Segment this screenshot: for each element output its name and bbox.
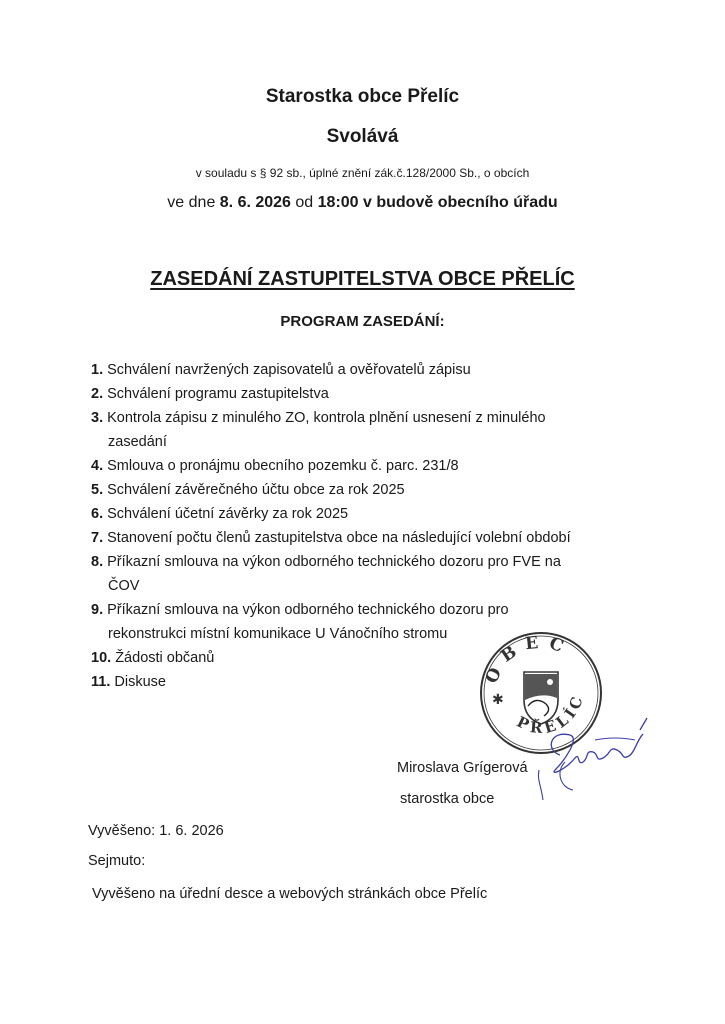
agenda-item-text: Smlouva o pronájmu obecního pozemku č. parc. 231/8 (107, 458, 459, 474)
meeting-date: 8. 6. 2026 (219, 194, 291, 211)
agenda-item-text: Stanovení počtu členů zastupitelstva obce na následující volební období (107, 530, 571, 546)
agenda-item-number: 2. (91, 386, 104, 402)
signatory-name: Miroslava Grígerová (397, 760, 528, 776)
when-prefix: ve dne (167, 194, 220, 211)
agenda-item-number: 7. (91, 530, 104, 546)
agenda-item-number: 5. (91, 482, 104, 498)
agenda-item-text: Schválení navržených zapisovatelů a ověřovatelů zápisu (107, 362, 471, 378)
agenda-item-continuation: ČOV (108, 578, 140, 594)
agenda-item-number: 9. (91, 602, 104, 618)
when-mid: od (290, 194, 318, 211)
agenda-item (91, 550, 651, 598)
signatory-role: starostka obce (400, 791, 495, 807)
agenda-item-text: Schválení programu zastupitelstva (107, 386, 329, 402)
agenda-item (91, 526, 651, 550)
agenda-item-number: 8. (91, 554, 104, 570)
agenda-item-continuation: zasedání (108, 434, 167, 450)
program-title: PROGRAM ZASEDÁNÍ: (280, 313, 445, 330)
agenda-item (91, 406, 651, 454)
agenda-item-text: Kontrola zápisu z minulého ZO, kontrola plnění usnesení z minulého (107, 410, 546, 426)
agenda-item-text: Schválení závěrečného účtu obce za rok 2025 (107, 482, 405, 498)
agenda-item-number: 3. (91, 410, 104, 426)
agenda-item-text: Příkazní smlouva na výkon odborného technického dozoru pro (107, 602, 509, 618)
meeting-datetime (0, 194, 725, 212)
agenda-item (91, 502, 651, 526)
document-title (0, 268, 725, 291)
agenda-item-text: Schválení účetní závěrky za rok 2025 (107, 506, 349, 522)
agenda-item-number: 10. (91, 650, 112, 666)
agenda-item (91, 454, 651, 478)
agenda-item-number: 4. (91, 458, 104, 474)
agenda-item-number: 6. (91, 506, 104, 522)
posting-note: Vyvěšeno na úřední desce a webových stránkách obce Přelíc (92, 886, 488, 902)
agenda-item-number: 11. (91, 674, 111, 690)
agenda-item (91, 358, 651, 382)
agenda-item (91, 382, 651, 406)
agenda-item-number: 1. (91, 362, 104, 378)
agenda-item-text: Žádosti občanů (115, 650, 215, 666)
stamp-text-bottom: PŘELÍC (513, 691, 588, 738)
agenda-item-text: Příkazní smlouva na výkon odborného technického dozoru pro FVE na (107, 554, 561, 570)
meeting-time-place: 18:00 v budově obecního úřadu (317, 194, 558, 211)
agenda-item-text: Diskuse (114, 674, 166, 690)
agenda-item (91, 478, 651, 502)
posted-date: Vyvěšeno: 1. 6. 2026 (88, 823, 224, 839)
handwritten-signature (525, 700, 665, 810)
stamp-text-top: OBEC (481, 632, 575, 687)
agenda-item-continuation: rekonstrukci místní komunikace U Vánočního stromu (108, 626, 448, 642)
issuer-heading: Starostka obce Přelíc (265, 86, 460, 107)
removed-date: Sejmuto: (88, 853, 146, 869)
document-title-text: ZASEDÁNÍ ZASTUPITELSTVA OBCE PŘELÍC (150, 268, 575, 290)
legal-basis: v souladu s § 92 sb., úplné znění zák.č.128/2000 Sb., o obcích (195, 166, 530, 180)
stamp-star-icon: ✱ (492, 691, 504, 707)
convenes-heading: Svolává (326, 126, 399, 147)
